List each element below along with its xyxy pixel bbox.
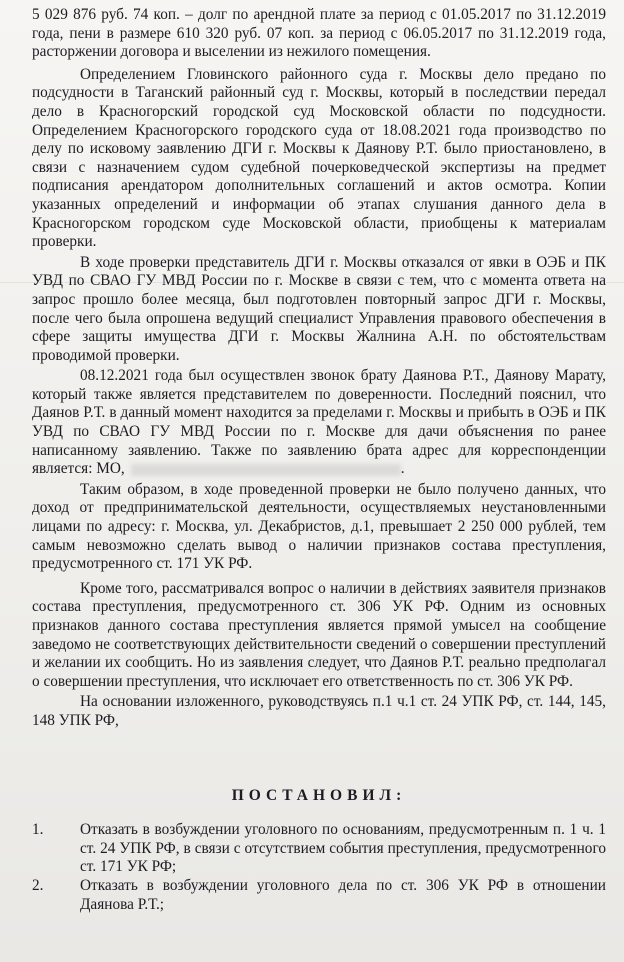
item-text: Отказать в возбуждении уголовного дела по ст. 306 УК РФ в отношении Даянова Р.Т.; [80,876,606,913]
phone-call-text: 08.12.2021 года был осуществлен звонок брату Даянова Р.Т., Даянову Марату, который также является представителем по доверенности. Последний пояснил, что Даянов Р.Т. в данный момент находится за пределами г. Москвы и прибыть в ОЭБ и ПК УВД по СВАО ГУ МВД России по г. Москве для дачи объяснения по ранее написанному заявлению. Также по заявлению брата адрес для корреспонденции является: МО, [32,367,606,478]
paper-fold [0,282,624,283]
paragraph-phone-call [32,367,606,479]
resolution-heading: ПОСТАНОВИЛ: [231,786,407,804]
paragraph-dgi-refusal: В ходе проверки представитель ДГИ г. Москвы отказался от явки в ОЭБ и ПК УВД по СВАО ГУ МВД России по г. Москве в связи с тем, что с момента ответа на запрос прошло более месяца, был подготовлен повторный запрос ДГИ г. Москвы, после чего была опрошена ведущий специалист Управления правового обеспечения в сфере защиты имущества ДГИ г. Москвы Жалнина А.Н. по обстоятельствам проводимой проверки. [32,253,606,364]
resolution-item [32,821,606,877]
item-number: 1. [32,821,44,839]
paragraph-court-ruling: Определением Гловинского районного суда г. Москвы дело предано по подсудности в Таганский районный суд г. Москвы, который в последствии передал дело в Красногорский городской суд Московской области по подсудности. Определением Красногорского городского суда от 18.08.2021 года производство по делу по исковому заявлению ДГИ г. Москвы к Даянову Р.Т. было приостановлено, в связи с назначением судом судебной почерковедческой экспертизы на предмет подписания арендатором дополнительных соглашений и актов осмотра. Копии указанных определений и информации об этапах слушания данного дела в Красногорском городском суде Московской области, приобщены к материалам проверки. [32,65,606,251]
item-number: 2. [32,876,44,894]
paragraph-claim: 5 029 876 руб. 74 коп. – долг по арендной плате за период с 01.05.2017 по 31.12.2019 года, пени в размере 610 320 руб. 07 коп. за период с 06.05.2017 по 31.12.2019 года, расторжении договора и выселении из нежилого помещения. [32,6,606,61]
redacted-address [131,464,401,476]
phone-call-end: . [400,460,405,478]
item-text: Отказать в возбуждении уголовного по основаниям, предусмотренным п. 1 ч. 1 ст. 24 УПК РФ, в связи с отсутствием события преступления, предусмотренного ст. 171 УК РФ; [80,821,606,876]
paragraph-conclusion-171: Таким образом, в ходе проведенной проверки не было получено данных, что доход от предпринимательской деятельности, осуществляемых неустановленными лицами по адресу: г. Москва, ул. Декабристов, д.1, превышает 2 250 000 рублей, тем самым невозможно сделать вывод о наличии признаков состава преступления, предусмотренного ст. 171 УК РФ. [32,480,606,573]
paragraph-legal-basis: На основании изложенного, руководствуясь п.1 ч.1 ст. 24 УПК РФ, ст. 144, 145, 148 УПК РФ, [32,693,606,729]
paragraph-article-306: Кроме того, рассматривался вопрос о наличии в действиях заявителя признаков состава преступления, предусмотренного ст. 306 УК РФ. Одним из основных признаков данного состава преступления является прямой умысел на сообщение заведомо не соответствующих действительности сведений о совершении преступлений и желании их сообщить. Но из заявления следует, что Даянов Р.Т. реально предполагал о совершении преступления, что исключает его ответственность по ст. 306 УК РФ. [32,579,606,690]
resolution-item [32,877,606,914]
